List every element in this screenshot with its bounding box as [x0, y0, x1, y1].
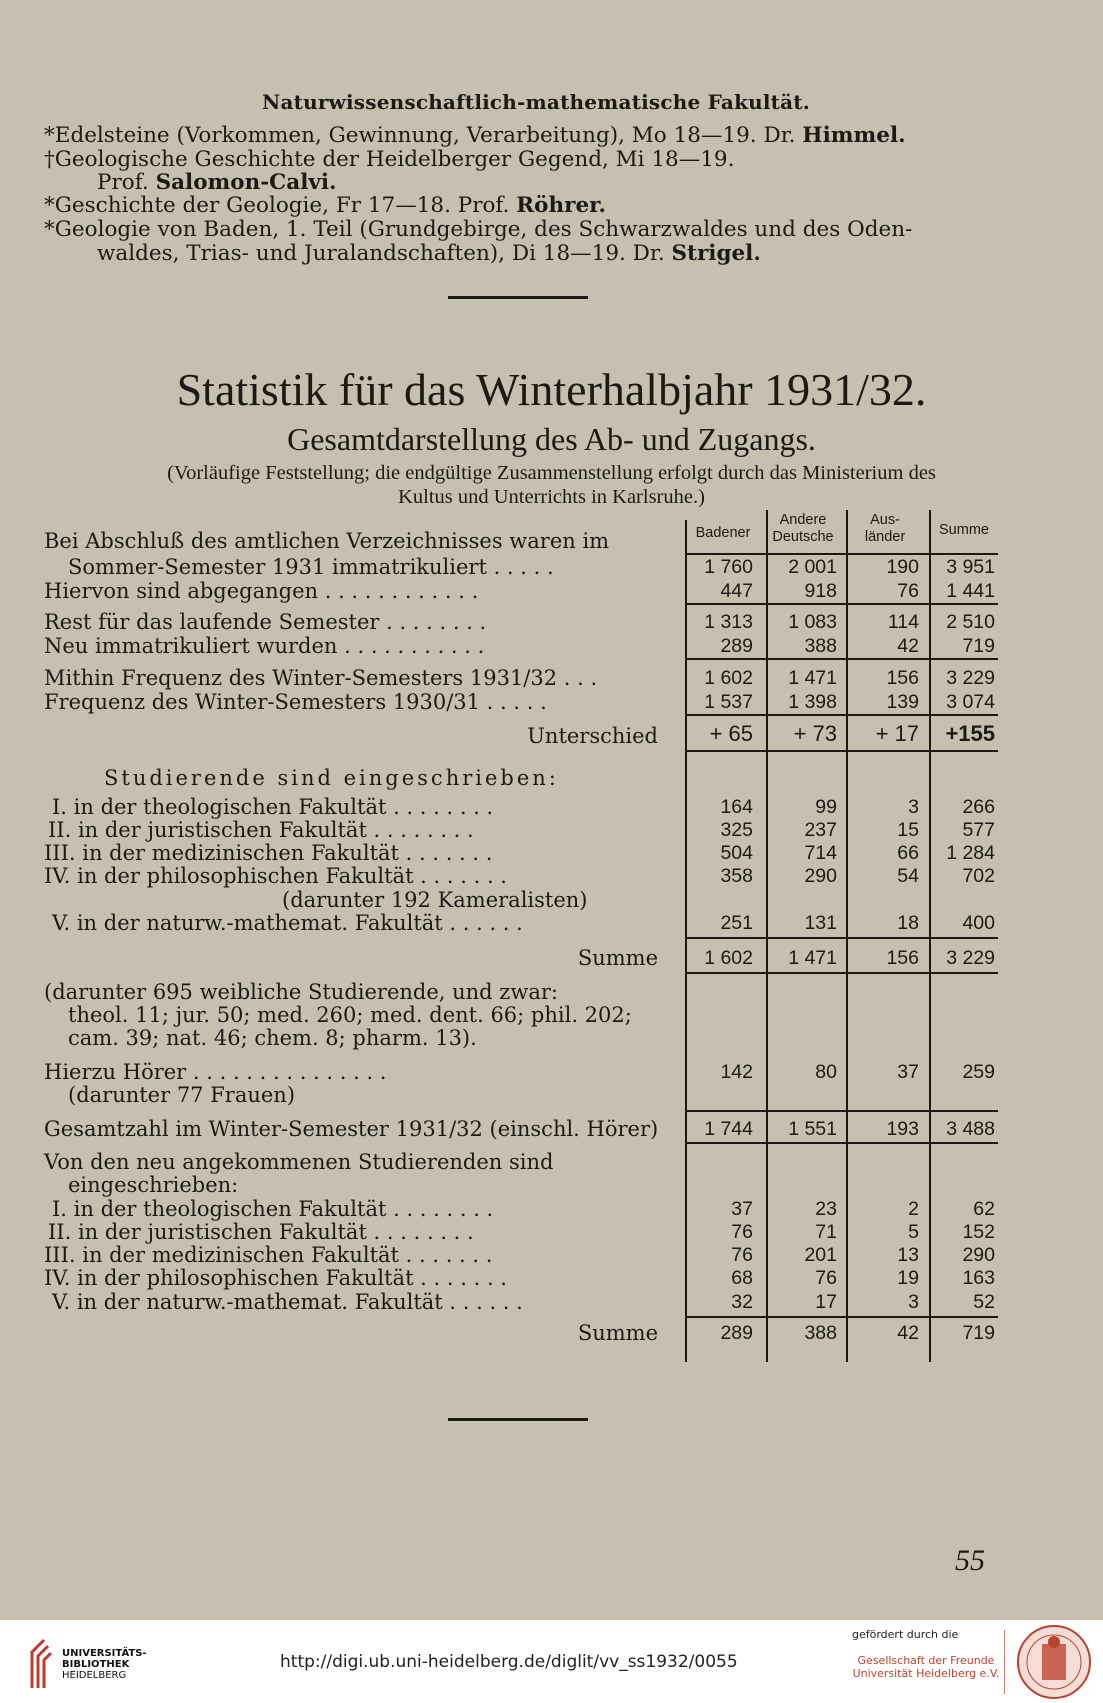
row-label: I. in der theologischen Fakultät . . . . . . . . — [52, 795, 494, 819]
cell: 1 537 — [704, 691, 753, 713]
cell: 290 — [962, 1244, 995, 1266]
col-header-andere: Andere — [779, 512, 827, 528]
row-note: (darunter 77 Frauen) — [68, 1083, 296, 1107]
page-subtitle: Gesamtdarstellung des Ab- und Zugangs. — [287, 421, 816, 457]
cell: 719 — [962, 635, 995, 657]
cell: 1 602 — [704, 947, 753, 969]
cell: + 65 — [709, 721, 753, 746]
col-header-deutsche: Deutsche — [772, 529, 834, 545]
cell: 1 313 — [704, 611, 753, 633]
cell: 42 — [897, 1322, 919, 1344]
course-line: Prof. Salomon-Calvi. — [97, 170, 337, 195]
course-line: *Geschichte der Geologie, Fr 17—18. Prof. Röhrer. — [44, 193, 606, 218]
cell: 139 — [886, 691, 919, 713]
cell: 3 229 — [946, 667, 995, 689]
cell: 54 — [897, 865, 919, 887]
cell: 37 — [731, 1198, 753, 1220]
cell: 142 — [720, 1061, 753, 1083]
note-line: (Vorläufige Feststellung; die endgültige Zusammenstellung erfolgt durch das Ministerium des — [167, 462, 936, 484]
cell: 76 — [731, 1244, 753, 1266]
cell: 201 — [804, 1244, 837, 1266]
col-header-aus: Aus- — [870, 512, 900, 528]
row-label: Bei Abschluß des amtlichen Verzeichnisses waren im — [44, 529, 610, 553]
cell: 52 — [973, 1291, 995, 1313]
cell: 71 — [815, 1221, 837, 1243]
cell: 5 — [908, 1221, 919, 1243]
cell: 1 551 — [788, 1118, 837, 1140]
row-label: III. in der medizinischen Fakultät . . . . . . . — [44, 841, 493, 865]
cell: 714 — [804, 842, 837, 864]
cell: 237 — [804, 819, 837, 841]
library-name: UNIVERSITÄTS- BIBLIOTHEK HEIDELBERG — [62, 1648, 147, 1681]
university-seal-icon — [1016, 1624, 1092, 1700]
women-note: theol. 11; jur. 50; med. 260; med. dent. 66; phil. 202; — [68, 1003, 632, 1027]
sum-label: Summe — [577, 946, 658, 970]
cell: 3 — [908, 1291, 919, 1313]
cell: 3 — [908, 796, 919, 818]
cell: 17 — [815, 1291, 837, 1313]
women-note: (darunter 695 weibliche Studierende, und zwar: — [44, 980, 558, 1004]
cell: +155 — [945, 721, 995, 746]
cell: 99 — [815, 796, 837, 818]
row-label: I. in der theologischen Fakultät . . . . . . . . — [52, 1197, 494, 1221]
row-label: II. in der juristischen Fakultät . . . . . . . . — [48, 818, 474, 842]
row-label: III. in der medizinischen Fakultät . . . . . . . — [44, 1243, 493, 1267]
row-label: Hierzu Hörer . . . . . . . . . . . . . . . — [44, 1060, 387, 1084]
row-label: Mithin Frequenz des Winter-Semesters 1931/32 . . . — [44, 666, 598, 690]
cell: 2 — [908, 1198, 919, 1220]
course-line: waldes, Trias- und Juralandschaften), Di 18—19. Dr. Strigel. — [97, 241, 761, 266]
row-label: Gesamtzahl im Winter-Semester 1931/32 (einschl. Hörer) — [44, 1117, 659, 1141]
cell: 918 — [804, 580, 837, 602]
cell: 2 001 — [788, 556, 837, 578]
cell: 163 — [962, 1267, 995, 1289]
cell: 504 — [720, 842, 753, 864]
library-logo-icon — [30, 1634, 52, 1690]
faculty-heading: Naturwissenschaftlich-mathematische Fakultät. — [262, 90, 810, 114]
row-rule — [685, 714, 998, 716]
cell: 358 — [720, 865, 753, 887]
cell: 1 441 — [946, 580, 995, 602]
cell: 1 760 — [704, 556, 753, 578]
course-line: *Geologie von Baden, 1. Teil (Grundgebirge, des Schwarzwaldes und des Oden- — [44, 217, 913, 242]
row-note: (darunter 192 Kameralisten) — [282, 888, 588, 912]
row-rule — [685, 1316, 998, 1318]
cell: 13 — [897, 1244, 919, 1266]
cell: 37 — [897, 1061, 919, 1083]
cell: 80 — [815, 1061, 837, 1083]
row-label: eingeschrieben: — [68, 1173, 239, 1197]
cell: 447 — [720, 580, 753, 602]
cell: 1 083 — [788, 611, 837, 633]
cell: 76 — [815, 1267, 837, 1289]
cell: 1 398 — [788, 691, 837, 713]
row-label: V. in der naturw.-mathemat. Fakultät . . . . . . — [52, 1290, 523, 1314]
row-label: IV. in der philosophischen Fakultät . . . . . . . — [44, 1266, 507, 1290]
note-line: Kultus und Unterrichts in Karlsruhe.) — [398, 486, 705, 508]
cell: 152 — [962, 1221, 995, 1243]
sum-label: Summe — [577, 1321, 658, 1345]
cell: 68 — [731, 1267, 753, 1289]
cell: 164 — [720, 796, 753, 818]
cell: 3 229 — [946, 947, 995, 969]
digitization-footer — [0, 1620, 1103, 1703]
cell: 42 — [897, 635, 919, 657]
cell: 719 — [962, 1322, 995, 1344]
course-line: †Geologische Geschichte der Heidelberger Gegend, Mi 18—19. — [44, 147, 735, 172]
cell: 62 — [973, 1198, 995, 1220]
cell: 577 — [962, 819, 995, 841]
cell: 266 — [962, 796, 995, 818]
section-heading: Studierende sind eingeschrieben: — [104, 766, 559, 790]
women-note: cam. 39; nat. 46; chem. 8; pharm. 13). — [68, 1026, 477, 1050]
cell: 400 — [962, 912, 995, 934]
col-header-summe: Summe — [939, 522, 989, 538]
row-rule — [685, 972, 998, 974]
course-line: *Edelsteine (Vorkommen, Gewinnung, Verarbeitung), Mo 18—19. Dr. Himmel. — [44, 123, 906, 148]
cell: 290 — [804, 865, 837, 887]
row-rule — [685, 937, 998, 939]
cell: 18 — [897, 912, 919, 934]
cell: 15 — [897, 819, 919, 841]
cell: 325 — [720, 819, 753, 841]
row-rule — [685, 603, 998, 605]
cell: 1 471 — [788, 947, 837, 969]
row-rule — [685, 750, 998, 752]
cell: 388 — [804, 1322, 837, 1344]
cell: 388 — [804, 635, 837, 657]
cell: 1 602 — [704, 667, 753, 689]
section-divider — [448, 1418, 588, 1421]
row-label: Neu immatrikuliert wurden . . . . . . . . . . . — [44, 634, 485, 658]
cell: 156 — [886, 947, 919, 969]
difference-label: Unterschied — [527, 724, 658, 748]
cell: 2 510 — [946, 611, 995, 633]
cell: 3 074 — [946, 691, 995, 713]
row-label: Von den neu angekommenen Studierenden sind — [44, 1150, 554, 1174]
col-header-laender: länder — [864, 529, 906, 545]
cell: + 17 — [875, 721, 919, 746]
cell: 156 — [886, 667, 919, 689]
society-name: Gesellschaft der Freunde Universität Heidelberg e.V. — [852, 1654, 1000, 1680]
row-label: Frequenz des Winter-Semesters 1930/31 . . . . . — [44, 690, 547, 714]
row-rule — [685, 1142, 998, 1144]
cell: 19 — [897, 1267, 919, 1289]
cell: 32 — [731, 1291, 753, 1313]
cell: 3 951 — [946, 556, 995, 578]
cell: 66 — [897, 842, 919, 864]
cell: 3 488 — [946, 1118, 995, 1140]
page-number: 55 — [955, 1544, 985, 1577]
cell: 76 — [731, 1221, 753, 1243]
row-label: IV. in der philosophischen Fakultät . . . . . . . — [44, 864, 507, 888]
section-divider — [448, 296, 588, 299]
row-label: Sommer-Semester 1931 immatrikuliert . . . . . — [68, 555, 554, 579]
source-url[interactable]: http://digi.ub.uni-heidelberg.de/diglit/vv_ss1932/0055 — [280, 1652, 738, 1672]
row-label: Hiervon sind abgegangen . . . . . . . . . . . . — [44, 579, 479, 603]
cell: 251 — [720, 912, 753, 934]
footer-divider — [1004, 1630, 1005, 1694]
cell: 131 — [804, 912, 837, 934]
row-label: V. in der naturw.-mathemat. Fakultät . . . . . . — [52, 911, 523, 935]
cell: 259 — [962, 1061, 995, 1083]
row-label: Rest für das laufende Semester . . . . . . . . — [44, 610, 487, 634]
cell: 190 — [886, 556, 919, 578]
row-rule — [685, 1110, 998, 1112]
row-label: II. in der juristischen Fakultät . . . . . . . . — [48, 1220, 474, 1244]
cell: 289 — [720, 635, 753, 657]
row-rule — [685, 658, 998, 660]
cell: 1 744 — [704, 1118, 753, 1140]
funded-by: gefördert durch die — [852, 1628, 959, 1641]
cell: 289 — [720, 1322, 753, 1344]
cell: + 73 — [793, 721, 837, 746]
cell: 23 — [815, 1198, 837, 1220]
cell: 702 — [962, 865, 995, 887]
cell: 1 284 — [946, 842, 995, 864]
col-header-badener: Badener — [695, 525, 751, 541]
cell: 193 — [886, 1118, 919, 1140]
cell: 76 — [897, 580, 919, 602]
cell: 114 — [887, 611, 919, 633]
page-title: Statistik für das Winterhalbjahr 1931/32. — [176, 364, 927, 415]
cell: 1 471 — [788, 667, 837, 689]
